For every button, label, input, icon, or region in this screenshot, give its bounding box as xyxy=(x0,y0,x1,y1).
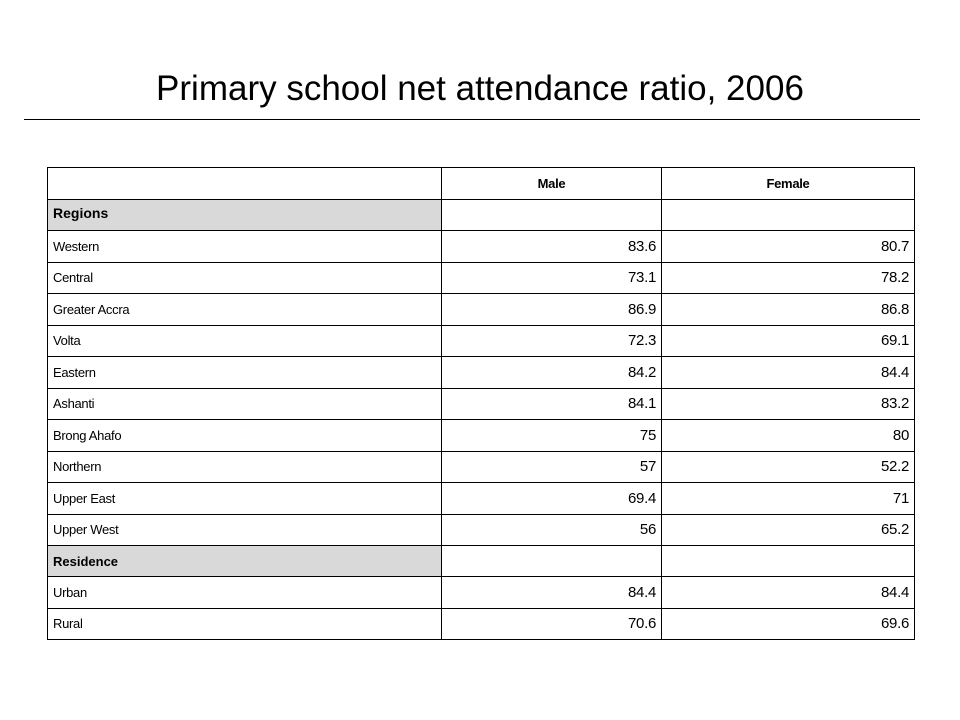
female-value: 69.6 xyxy=(662,608,915,640)
male-value: 75 xyxy=(442,420,662,452)
row-label: Greater Accra xyxy=(48,294,442,326)
table-row xyxy=(48,262,915,294)
female-value: 80 xyxy=(662,420,915,452)
row-label: Ashanti xyxy=(48,388,442,420)
slide-title: Primary school net attendance ratio, 2006 xyxy=(156,69,804,108)
male-value: 57 xyxy=(442,451,662,483)
row-label: Upper East xyxy=(48,483,442,515)
male-value: 84.2 xyxy=(442,357,662,389)
female-value: 69.1 xyxy=(662,325,915,357)
female-value: 80.7 xyxy=(662,231,915,263)
row-label: Northern xyxy=(48,451,442,483)
section-empty-cell-male xyxy=(442,546,662,577)
female-value: 78.2 xyxy=(662,262,915,294)
table-row xyxy=(48,577,915,609)
row-label: Volta xyxy=(48,325,442,357)
section-header-row xyxy=(48,199,915,231)
row-label: Upper West xyxy=(48,514,442,546)
title-divider xyxy=(24,119,920,120)
row-label: Eastern xyxy=(48,357,442,389)
female-value: 86.8 xyxy=(662,294,915,326)
table-row xyxy=(48,420,915,452)
section-empty-cell-female xyxy=(662,546,915,577)
table-row xyxy=(48,325,915,357)
table-row xyxy=(48,608,915,640)
male-value: 84.4 xyxy=(442,577,662,609)
male-value: 86.9 xyxy=(442,294,662,326)
section-empty-cell-female xyxy=(662,199,915,231)
section-header-row xyxy=(48,546,915,577)
row-label: Brong Ahafo xyxy=(48,420,442,452)
header-cell-female: Female xyxy=(662,168,915,200)
header-cell-male: Male xyxy=(442,168,662,200)
male-value: 70.6 xyxy=(442,608,662,640)
section-label: Residence xyxy=(48,546,442,577)
table-header-row xyxy=(48,168,915,200)
row-label: Rural xyxy=(48,608,442,640)
table-row xyxy=(48,483,915,515)
male-value: 84.1 xyxy=(442,388,662,420)
female-value: 65.2 xyxy=(662,514,915,546)
female-value: 71 xyxy=(662,483,915,515)
male-value: 83.6 xyxy=(442,231,662,263)
header-cell-blank xyxy=(48,168,442,200)
attendance-table xyxy=(47,167,915,640)
female-value: 84.4 xyxy=(662,577,915,609)
table-row xyxy=(48,294,915,326)
table-row xyxy=(48,231,915,263)
female-value: 83.2 xyxy=(662,388,915,420)
male-value: 72.3 xyxy=(442,325,662,357)
table-row xyxy=(48,388,915,420)
row-label: Central xyxy=(48,262,442,294)
male-value: 73.1 xyxy=(442,262,662,294)
table-row xyxy=(48,514,915,546)
section-label: Regions xyxy=(48,199,442,231)
female-value: 52.2 xyxy=(662,451,915,483)
row-label: Western xyxy=(48,231,442,263)
table-row xyxy=(48,357,915,389)
female-value: 84.4 xyxy=(662,357,915,389)
row-label: Urban xyxy=(48,577,442,609)
male-value: 56 xyxy=(442,514,662,546)
male-value: 69.4 xyxy=(442,483,662,515)
section-empty-cell-male xyxy=(442,199,662,231)
table-row xyxy=(48,451,915,483)
